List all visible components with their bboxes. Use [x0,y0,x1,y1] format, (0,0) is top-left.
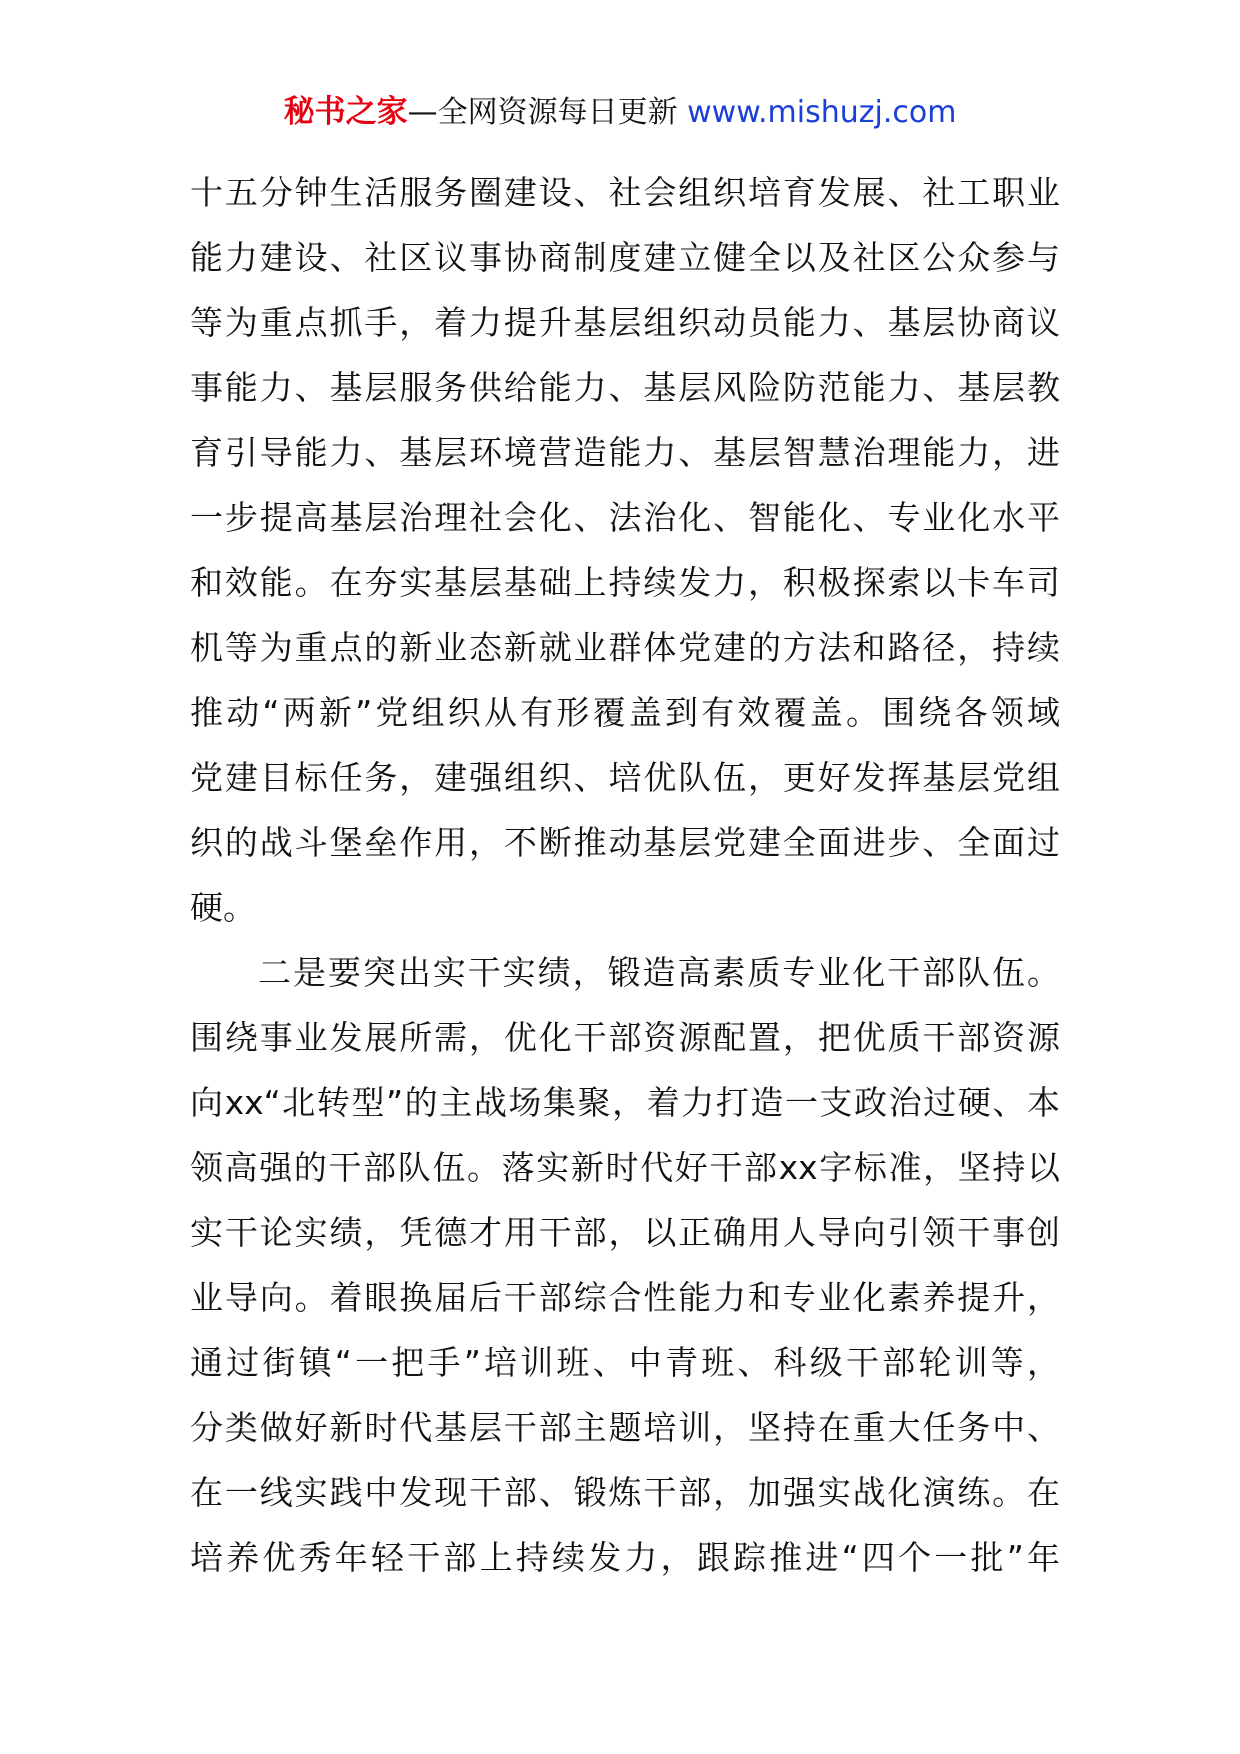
document-body [190,160,1060,1590]
text-line-paragraph-end: 硬。 [190,888,256,927]
text-line: 围绕事业发展所需，优化干部资源配置，把优质干部资源 [190,1018,1060,1057]
text-line: 能力建设、社区议事协商制度建立健全以及社区公众参与 [190,238,1060,277]
site-tagline: —全网资源每日更新 [407,95,678,130]
text-line: 业导向。着眼换届后干部综合性能力和专业化素养提升， [190,1278,1060,1317]
text-line: 和效能。在夯实基层基础上持续发力，积极探索以卡车司 [190,563,1060,602]
text-line: 通过街镇“一把手”培训班、中青班、科级干部轮训等， [190,1343,1060,1382]
text-line: 实干论实绩，凭德才用干部，以正确用人导向引领干事创 [190,1213,1060,1252]
text-line: 向xx“北转型”的主战场集聚，着力打造一支政治过硬、本 [190,1083,1060,1122]
site-url-link[interactable]: www.mishuzj.com [687,95,957,130]
text-line: 织的战斗堡垒作用，不断推动基层党建全面进步、全面过 [190,823,1060,862]
text-line: 分类做好新时代基层干部主题培训，坚持在重大任务中、 [190,1408,1060,1447]
text-line: 等为重点抓手，着力提升基层组织动员能力、基层协商议 [190,303,1060,342]
text-line: 推动“两新”党组织从有形覆盖到有效覆盖。围绕各领域 [190,693,1060,732]
section-heading-line: 二是要突出实干实绩，锻造高素质专业化干部队伍。 [258,953,1060,992]
text-line: 事能力、基层服务供给能力、基层风险防范能力、基层教 [190,368,1060,407]
text-line: 机等为重点的新业态新就业群体党建的方法和路径，持续 [190,628,1060,667]
text-line: 培养优秀年轻干部上持续发力，跟踪推进“四个一批”年 [190,1538,1060,1577]
text-line: 一步提高基层治理社会化、法治化、智能化、专业化水平 [190,498,1060,537]
text-line: 十五分钟生活服务圈建设、社会组织培育发展、社工职业 [190,173,1060,212]
text-line: 党建目标任务，建强组织、培优队伍，更好发挥基层党组 [190,758,1060,797]
site-header [0,92,1240,133]
text-line: 领高强的干部队伍。落实新时代好干部xx字标准，坚持以 [190,1148,1060,1187]
text-line: 在一线实践中发现干部、锻炼干部，加强实战化演练。在 [190,1473,1060,1512]
text-line: 育引导能力、基层环境营造能力、基层智慧治理能力，进 [190,433,1060,472]
site-brand: 秘书之家 [283,94,408,130]
